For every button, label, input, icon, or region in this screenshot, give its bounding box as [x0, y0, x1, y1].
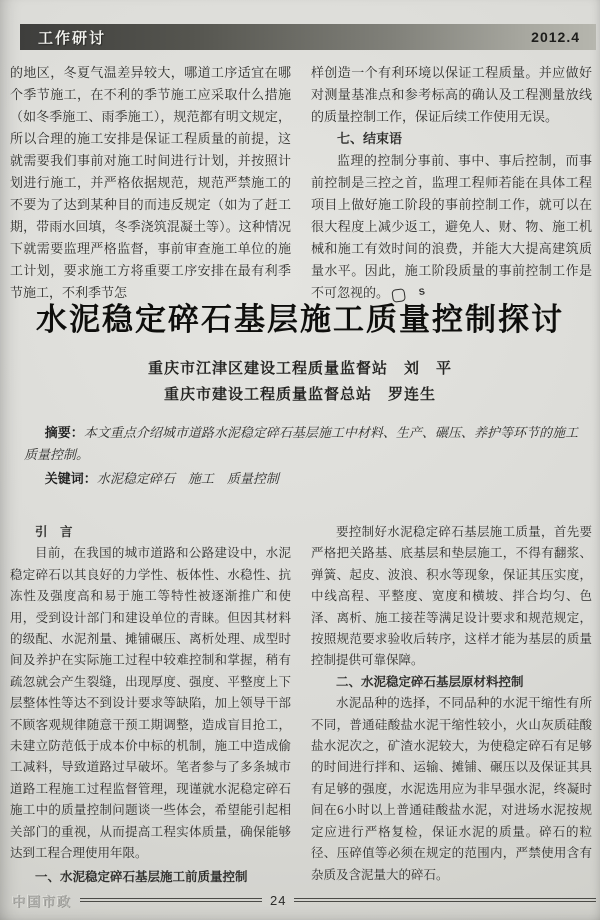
abstract-text: 本文重点介绍城市道路水泥稳定碎石基层施工中材料、生产、碾压、养护等环节的施工质量控制。: [24, 425, 578, 462]
paragraph: 样创造一个有利环境以保证工程质量。并应做好对测量基准点和参考标高的确认及工程测量放线的质量控制工作，保证后续工作使用无误。: [311, 65, 592, 124]
body-left-column: [10, 522, 291, 888]
article-title: 水泥稳定碎石基层施工质量控制探讨: [36, 302, 564, 337]
article-end-icon: S: [391, 288, 406, 303]
body-right-column: [311, 522, 592, 888]
section-header-bar: [20, 24, 596, 50]
conclusion-heading: 七、结束语: [337, 131, 403, 146]
prev-article-right-column: [311, 62, 592, 304]
issue-label: 2012.4: [531, 29, 580, 45]
footer-rule-left: [80, 898, 262, 902]
paragraph-text: 监理的控制分事前、事中、事后控制，而事前控制是三控之首，监理工程师若能在具体工程项目上做好施工阶段的事前控制工作，就可以在很大程度上减少返工，避免人、财、物、施工机械和施工有效时间的浪费，并能大大提高建筑质量水平。因此，施工阶段质量的事前控制工作是不可忽视的。: [311, 153, 592, 300]
prev-article-left-column: [10, 62, 291, 304]
footer-rule-right: [294, 898, 596, 902]
paragraph: 水泥品种的选择，不同品种的水泥干缩性有所不同，普通硅酸盐水泥干缩性较小，火山灰质硅酸盐水泥次之，矿渣水泥较大，为使稳定碎石有足够的时间进行拌和、运输、摊铺、碾压以及保证其具有足够的强度，水泥选用应为非早强水泥，终凝时间在6小时以上普通硅酸盐水泥，对进场水泥按规定应进行严格复检，保证水泥的质量。碎石的粒径、压碎值等必须在规定的范围内，严禁使用含有杂质及含泥量大的碎石。: [311, 696, 592, 882]
author-affiliation: 重庆市建设工程质量监督总站 罗连生: [163, 387, 436, 403]
paragraph: 的地区，冬夏气温差异较大，哪道工序适宜在哪个季节施工，在不利的季节施工应采取什么措施（如冬季施工、雨季施工），规范都有明文规定，所以合理的施工安排是保证工程质量的前提，这就需要我们事前对施工时间进行计划，并按照计划进行施工，并严格依据规范，规范严禁施工的不要为了达到某种目的而违反规定（如为了赶工期，带雨水回填，冬季浇筑混凝土等）。这种情况下就需要监理严格监督，事前审查施工单位的施工计划，要求施工方将重要工序安排在最有利季节施工，不利季节怎: [10, 65, 291, 300]
author-block: [0, 356, 600, 408]
section-label: 工作研讨: [38, 29, 107, 47]
page-number: 24: [270, 892, 287, 908]
abstract-block: [24, 422, 578, 466]
intro-heading: 引 言: [35, 525, 73, 539]
article-body: [10, 522, 592, 888]
abstract-label: 摘要：: [44, 425, 84, 440]
section2-heading: 二、水泥稳定碎石基层原材料控制: [336, 674, 524, 689]
paragraph: [311, 150, 592, 304]
keywords-text: 水泥稳定碎石 施工 质量控制: [96, 471, 279, 486]
paragraph: 要控制好水泥稳定碎石基层施工质量，首先要严格把关路基、底基层和垫层施工，不得有翻浆、弹簧、起皮、波浪、积水等现象，保证其压实度，中线高程、平整度、宽度和横坡、拌合均匀、色泽、离析、施工接茬等满足设计要求和规范规定，按照规范要求验收后转序，这样才能为基层的质量控制提供可靠保障。: [311, 525, 592, 668]
section1-heading: 一、水泥稳定碎石基层施工前质量控制: [35, 869, 248, 884]
page-footer: [12, 892, 596, 908]
paragraph: 目前，在我国的城市道路和公路建设中，水泥稳定碎石以其良好的力学性、板体性、水稳性、抗冻性及强度高和易于施工等特性被逐渐推广和使用，受到设计部门和建设单位的青睐。但因其材料的级配、水泥剂量、摊铺碾压、离析处理、成型时间及养护在实际施工过程中较难控制和掌握，稍有疏忽就会产生裂缝，出现厚度、强度、平整度上下层整体性等达不到设计要求等缺陷，加上领导干部不顾客观规律随意干预工期调整，造成盲目抢工，未建立防范低于成本价中标的机制，施工中造成偷工减料，导致道路过早破坏。笔者参与了多条城市道路工程施工过程监督管理，现谨就水泥稳定碎石施工中的质量控制问题谈一些体会，希望能引起相关部门的重视，从而提高工程实体质量，确保能够达到工程合理使用年限。: [10, 546, 291, 861]
previous-article-continuation: [10, 62, 592, 304]
keywords-label: 关键词：: [44, 471, 97, 486]
journal-logo: 中国市政: [12, 893, 73, 909]
author-affiliation: 重庆市江津区建设工程质量监督站 刘 平: [147, 361, 452, 377]
keywords-block: [24, 468, 578, 490]
